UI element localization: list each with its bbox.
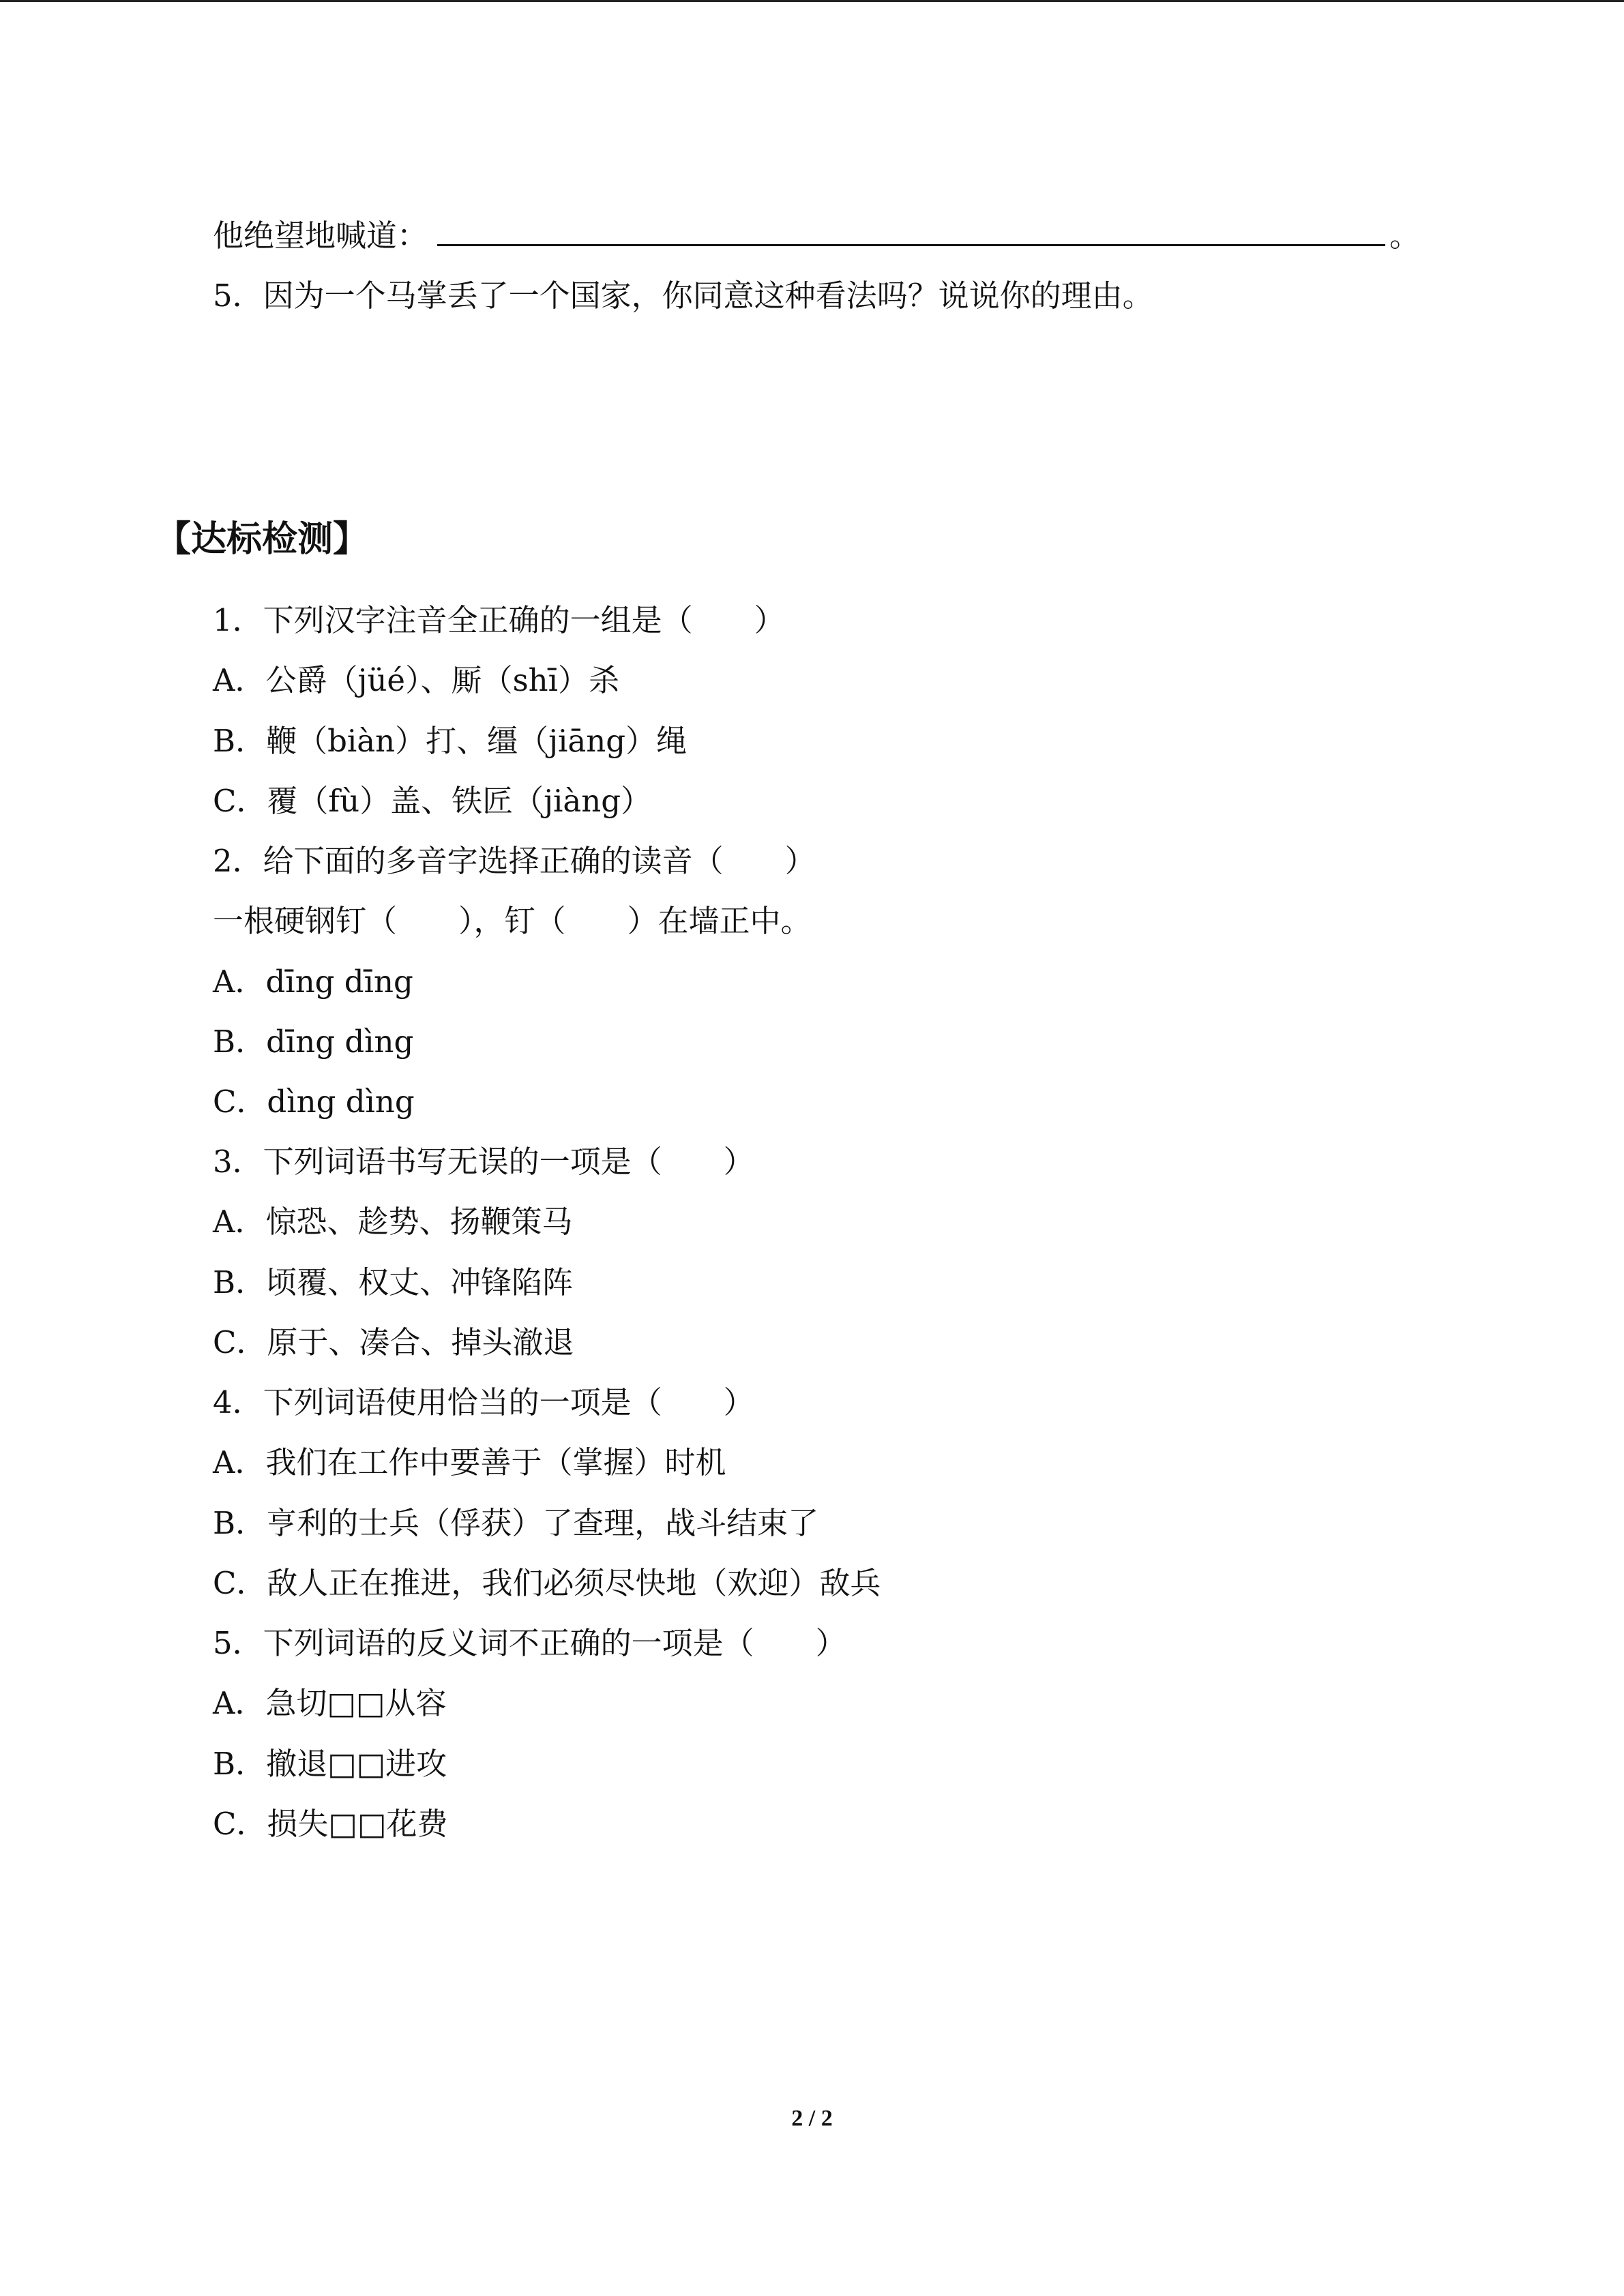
question-2-option-c: C．dìng dìng xyxy=(213,1084,415,1120)
question-2-option-b: B．dīng dìng xyxy=(213,1024,414,1060)
question-3-option-a: A．惊恐、趁势、扬鞭策马 xyxy=(213,1204,573,1240)
exclaim-end: 。 xyxy=(1389,218,1421,254)
question-5-option-c: C．损失□□花费 xyxy=(213,1806,448,1842)
question-4-option-c: C．敌人正在推进，我们必须尽快地（欢迎）敌兵 xyxy=(213,1565,881,1601)
question-2-stem: 2．给下面的多音字选择正确的读音（ ） xyxy=(213,843,816,879)
question-3-stem: 3．下列词语书写无误的一项是（ ） xyxy=(213,1144,754,1180)
question-1-option-a: A．公爵（jüé）、厮（shī）杀 xyxy=(213,662,620,698)
question-2-option-a: A．dīng dīng xyxy=(213,964,413,1000)
question-4-option-b: B．亨利的士兵（俘获）了查理，战斗结束了 xyxy=(213,1505,819,1541)
section-title: 【达标检测】 xyxy=(156,519,369,560)
question-1-option-c: C．覆（fù）盖、铁匠（jiàng） xyxy=(213,783,652,819)
exclaim-prefix: 他绝望地喊道： xyxy=(213,218,428,254)
question-5-stem: 5．下列词语的反义词不正确的一项是（ ） xyxy=(213,1625,846,1661)
answer-blank-line xyxy=(437,214,1385,246)
question-5-option-b: B．撤退□□进攻 xyxy=(213,1746,447,1782)
reading-question-5: 5．因为一个马掌丢了一个国家，你同意这种看法吗？说说你的理由。 xyxy=(213,278,1153,314)
exclaim-line xyxy=(213,214,1420,256)
question-4-stem: 4．下列词语使用恰当的一项是（ ） xyxy=(213,1384,754,1420)
page-number: 2 / 2 xyxy=(791,2106,833,2131)
question-2-sentence: 一根硬钢钉（ ），钉（ ）在墙正中。 xyxy=(213,903,812,939)
question-3-option-b: B．顷覆、权丈、冲锋陷阵 xyxy=(213,1264,574,1300)
question-1-option-b: B．鞭（biàn）打、缰（jiāng）绳 xyxy=(213,723,688,759)
question-4-option-a: A．我们在工作中要善于（掌握）时机 xyxy=(213,1444,726,1480)
question-1-stem: 1．下列汉字注音全正确的一组是（ ） xyxy=(213,602,785,638)
question-5-option-a: A．急切□□从容 xyxy=(213,1685,447,1721)
question-3-option-c: C．原于、凑合、掉头澈退 xyxy=(213,1324,574,1360)
top-border-line xyxy=(0,0,1624,2)
